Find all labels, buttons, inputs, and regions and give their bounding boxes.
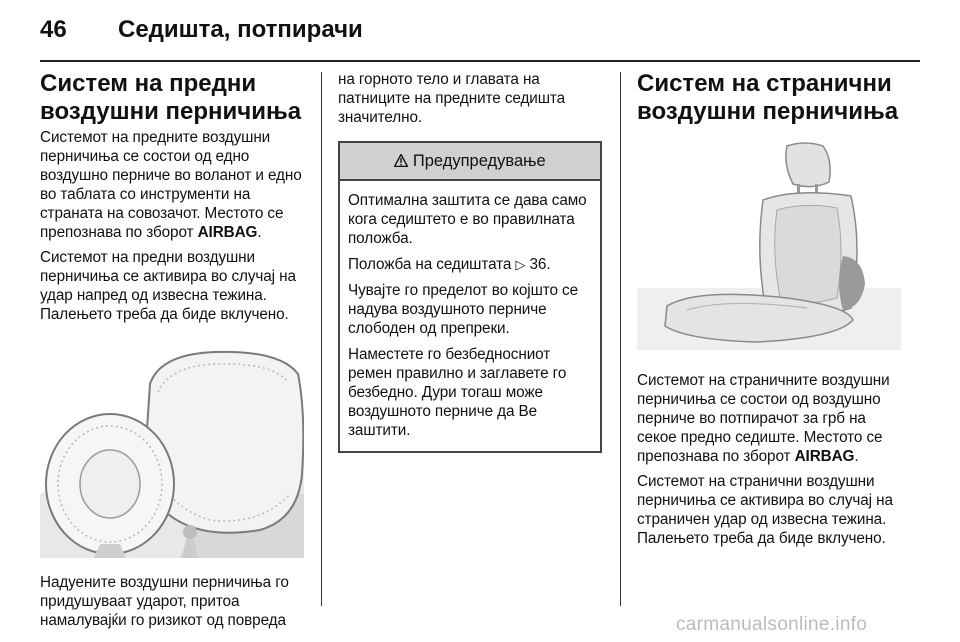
period: . xyxy=(257,224,262,241)
front-airbag-paragraph-2: Системот на предни воздушни перничиња се активира во случај на удар напред од извесна тежина. Палењето треба да биде вклучено. xyxy=(40,249,296,323)
warning-paragraph-2 xyxy=(348,255,592,274)
warning-triangle-icon xyxy=(394,154,408,167)
warning-paragraph-4: Наместете го безбедносниот ремен правилно и заглавете го безбедно. Дури тогаш може воздушното перниче да Ве заштити. xyxy=(348,346,567,439)
front-airbag-text: Системот на предните воздушни перничиња се состои од едно воздушно перниче во воланот и едно во таблата со инструменти на страната на совозачот. Местото се препознава по зборот xyxy=(40,129,302,241)
warning-paragraph-1: Оптимална заштита се дава само кога седиштето е во правилната положба. xyxy=(348,192,587,247)
watermark: carmanualsonline.info xyxy=(676,614,868,635)
seat-side-airbag-illustration xyxy=(637,138,901,350)
airbag-keyword: AIRBAG xyxy=(197,224,258,241)
inflated-front-airbags-illustration xyxy=(40,344,304,558)
page-reference-arrow-icon: ▷ xyxy=(515,257,526,272)
page-number: 46 xyxy=(40,16,67,43)
column-divider-2 xyxy=(620,72,621,606)
side-airbag-heading: Систем на странични воздушни перничиња xyxy=(637,70,899,125)
page-reference[interactable]: 36. xyxy=(529,256,551,273)
seat-position-text: Положба на седиштата xyxy=(348,256,512,273)
side-airbag-text: Системот на страничните воздушни перничиња се состои од воздушно перниче во потпирачот за грб на секое предно седиште. Местото се препознава по зборот xyxy=(637,372,890,465)
running-head: Седишта, потпирачи xyxy=(118,16,363,43)
column-divider-1 xyxy=(321,72,322,606)
warning-box xyxy=(338,141,602,453)
column-1 xyxy=(40,70,304,636)
side-airbag-paragraph-2: Системот на странични воздушни перничиња се активира во случај на страничен удар од извесна тежина. Палењето треба да биде вклучено. xyxy=(637,473,893,547)
header-rule xyxy=(40,60,920,62)
warning-paragraph-3: Чувајте го пределот во којшто се надува воздушното перниче слободен од препреки. xyxy=(348,282,579,337)
period-side: . xyxy=(854,448,859,465)
airbag-keyword-side: AIRBAG xyxy=(794,448,855,465)
continued-paragraph: на горното тело и главата на патниците на предните седишта значително. xyxy=(338,71,566,126)
front-airbag-paragraph-1 xyxy=(40,128,304,242)
warning-header xyxy=(340,143,600,181)
warning-body xyxy=(340,181,600,451)
column-2 xyxy=(338,70,602,453)
warning-title: Предупредување xyxy=(412,152,546,170)
column-3 xyxy=(637,70,901,554)
figure-caption: Надуените воздушни перничиња го придушуваат ударот, притоа намалувајќи го ризикот од повреда xyxy=(40,574,289,629)
front-airbag-heading: Систем на предни воздушни перничиња xyxy=(40,70,302,125)
side-airbag-paragraph-1 xyxy=(637,371,901,466)
